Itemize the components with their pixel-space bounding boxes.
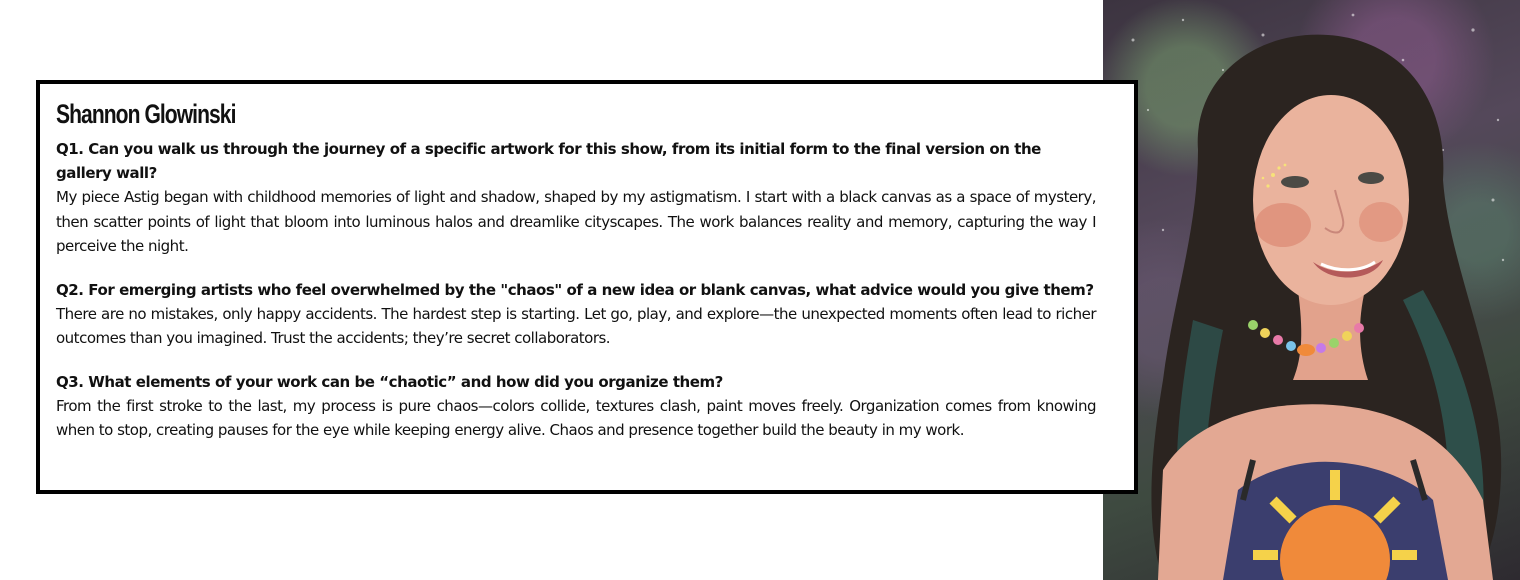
artist-name: Shannon Glowinski [56,99,236,129]
artist-portrait-photo [1103,0,1520,580]
answer-1: My piece Astig began with childhood memories of light and shadow, shaped by my astigmatism. I start with a black canvas as a space of mystery, then scatter points of light that bloom into luminous halos and dreamlike cityscapes. The work balances reality and memory, capturing the way I perceive the night. [56,188,1096,255]
question-1: Q1. Can you walk us through the journey of a specific artwork for this show, from its initial form to the final version on the gallery wall? [56,140,1041,182]
qa-item-1 [56,137,1096,259]
interview-card [36,80,1138,494]
qa-item-2 [56,278,1096,351]
question-2: Q2. For emerging artists who feel overwhelmed by the "chaos" of a new idea or blank canvas, what advice would you give them? [56,280,1094,299]
question-3: Q3. What elements of your work can be “chaotic” and how did you organize them? [56,372,723,391]
portrait-illustration [1103,0,1520,580]
qa-item-3 [56,370,1096,443]
answer-3: From the first stroke to the last, my process is pure chaos—colors collide, textures clash, paint moves freely. Organization comes from knowing when to stop, creating pauses for the eye while keeping energy alive. Chaos and presence together build the beauty in my work. [56,396,1096,439]
answer-2: There are no mistakes, only happy accidents. The hardest step is starting. Let go, play, and explore—the unexpected moments often lead to richer outcomes than you imagined. Trust the accidents; they’re secret collaborators. [56,304,1096,347]
